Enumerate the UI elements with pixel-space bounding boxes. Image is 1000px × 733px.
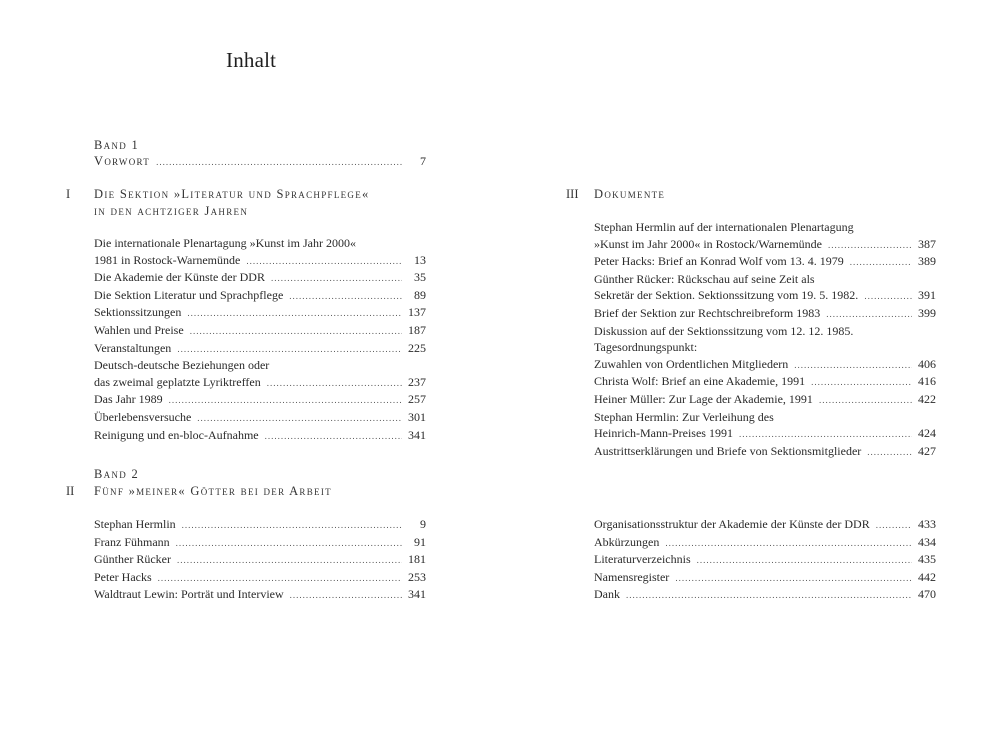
toc-entry[interactable] <box>94 374 426 392</box>
dot-leader <box>177 341 402 358</box>
entry-page: 237 <box>408 374 426 389</box>
entry-title: Organisationsstruktur der Akademie der Künste der DDR <box>594 517 870 531</box>
entry-title-line: Deutsch-deutsche Beziehungen oder <box>94 358 270 373</box>
toc-entry[interactable] <box>94 340 426 358</box>
appendix-entries <box>594 516 936 604</box>
entry-title: Peter Hacks: Brief an Konrad Wolf vom 13. 4. 1979 <box>594 254 844 269</box>
dot-leader <box>864 288 912 305</box>
entry-title-line: Stephan Hermlin: Zur Verleihung des <box>594 409 774 424</box>
entry-page: 89 <box>414 287 426 302</box>
page-title: Inhalt <box>226 48 277 72</box>
entry-page: 391 <box>918 288 936 303</box>
entry-title: Literaturverzeichnis <box>594 552 691 567</box>
entry-page: 225 <box>408 340 426 355</box>
part-numeral: II <box>66 484 75 498</box>
toc-entry[interactable] <box>94 534 426 552</box>
dot-leader <box>739 426 912 443</box>
toc-entry[interactable] <box>594 356 936 374</box>
entry-title: Vorwort <box>94 154 151 168</box>
toc-entry[interactable] <box>594 287 936 305</box>
dot-leader <box>828 237 912 254</box>
toc-entry[interactable] <box>94 569 426 587</box>
entry-title: Franz Fühmann <box>94 534 170 549</box>
entry-page: 257 <box>408 392 426 407</box>
entry-title: Peter Hacks <box>94 569 152 584</box>
dot-leader <box>675 570 912 587</box>
dot-leader <box>850 254 912 271</box>
entry-title-line: Die internationale Plenartagung »Kunst im Jahr 2000« <box>94 236 356 250</box>
dot-leader <box>626 587 912 604</box>
toc-entry[interactable] <box>94 304 426 322</box>
part-3-entries <box>594 219 936 460</box>
entry-page: 91 <box>414 534 426 549</box>
entry-page: 427 <box>918 443 936 458</box>
entry-page: 341 <box>408 587 426 602</box>
entry-page: 9 <box>420 517 426 531</box>
entry-title: Zuwahlen von Ordentlichen Mitgliedern <box>594 356 789 371</box>
entry-page: 137 <box>408 305 426 320</box>
dot-leader <box>265 428 402 445</box>
entry-title: Heinrich-Mann-Preises 1991 <box>594 426 733 441</box>
part-numeral: III <box>566 187 579 201</box>
entry-title: Austrittserklärungen und Briefe von Sektionsmitglieder <box>594 443 862 458</box>
entry-page: 13 <box>414 252 426 267</box>
toc-entry[interactable] <box>94 516 426 534</box>
toc-entry[interactable] <box>594 551 936 569</box>
part-numeral: I <box>66 187 71 201</box>
toc-entry[interactable] <box>94 252 426 270</box>
entry-title: Christa Wolf: Brief an eine Akademie, 1991 <box>594 374 806 389</box>
dot-leader <box>187 305 402 322</box>
part-heading: Fünf »meiner« Götter bei der Arbeit <box>94 484 332 498</box>
dot-leader <box>289 288 402 305</box>
toc-entry[interactable] <box>94 409 426 427</box>
vorwort-section <box>94 153 426 171</box>
toc-entry[interactable] <box>94 287 426 305</box>
toc-entry-vorwort[interactable] <box>94 153 426 171</box>
dot-leader <box>876 517 912 534</box>
toc-entry[interactable] <box>594 569 936 587</box>
dot-leader <box>794 357 912 374</box>
toc-entry[interactable] <box>594 373 936 391</box>
entry-title: Sekretär der Sektion. Sektionssitzung vom 19. 5. 1982. <box>594 288 859 303</box>
dot-leader <box>177 552 402 569</box>
entry-title: Namensregister <box>594 569 670 584</box>
entry-page: 470 <box>918 587 936 602</box>
entry-page: 422 <box>918 391 936 406</box>
entry-page: 389 <box>918 254 936 269</box>
part-heading: Dokumente <box>594 187 666 201</box>
entry-title: Reinigung und en-bloc-Aufnahme <box>94 427 259 442</box>
entry-title-line: Tagesordnungspunkt: <box>594 340 698 355</box>
entry-title: Heiner Müller: Zur Lage der Akademie, 1991 <box>594 391 813 406</box>
entry-page: 416 <box>918 374 936 389</box>
entry-page: 424 <box>918 426 936 441</box>
part-heading <box>94 186 370 219</box>
toc-entry[interactable] <box>94 551 426 569</box>
entry-title: das zweimal geplatzte Lyriktreffen <box>94 374 261 389</box>
entry-page: 435 <box>918 552 936 567</box>
entry-title: Waldtraut Lewin: Porträt und Interview <box>94 587 284 602</box>
entry-page: 187 <box>408 322 426 337</box>
dot-leader <box>158 570 402 587</box>
toc-entry[interactable] <box>594 305 936 323</box>
entry-page: 341 <box>408 427 426 442</box>
entry-title: Die Akademie der Künste der DDR <box>94 270 265 285</box>
part-1-entries <box>94 235 426 444</box>
toc-entry[interactable] <box>594 425 936 443</box>
entry-page: 7 <box>420 154 426 168</box>
toc-entry[interactable] <box>594 253 936 271</box>
toc-entry[interactable] <box>594 516 936 534</box>
entry-page: 442 <box>918 569 936 584</box>
entry-title: Dank <box>594 587 620 602</box>
toc-left-column <box>66 0 426 733</box>
entry-page: 181 <box>408 552 426 567</box>
entry-title: Überlebensversuche <box>94 409 192 424</box>
band-1-label: Band 1 <box>94 138 140 152</box>
toc-entry[interactable] <box>94 391 426 409</box>
entry-title-line: Stephan Hermlin auf der internationalen Plenartagung <box>594 220 854 234</box>
entry-page: 433 <box>918 517 936 531</box>
dot-leader <box>182 517 402 534</box>
toc-entry[interactable] <box>594 391 936 409</box>
dot-leader <box>867 444 912 461</box>
toc-entry[interactable] <box>594 443 936 461</box>
entry-title: Stephan Hermlin <box>94 517 176 531</box>
dot-leader <box>156 154 402 171</box>
dot-leader <box>811 374 912 391</box>
entry-title-line: Günther Rücker: Rückschau auf seine Zeit als <box>594 271 815 286</box>
entry-page: 399 <box>918 305 936 320</box>
dot-leader <box>826 306 912 323</box>
toc-entry[interactable] <box>94 322 426 340</box>
dot-leader <box>665 535 912 552</box>
dot-leader <box>190 323 402 340</box>
toc-entry[interactable] <box>94 269 426 287</box>
toc-entry[interactable] <box>94 586 426 604</box>
dot-leader <box>176 535 402 552</box>
dot-leader <box>819 392 912 409</box>
part-2-entries <box>94 516 426 604</box>
dot-leader <box>290 587 402 604</box>
entry-title: 1981 in Rostock-Warnemünde <box>94 252 241 267</box>
dot-leader <box>267 375 402 392</box>
entry-title: Günther Rücker <box>94 552 171 567</box>
toc-entry[interactable] <box>594 586 936 604</box>
entry-title: Brief der Sektion zur Rechtschreibreform 1983 <box>594 305 821 320</box>
entry-page: 406 <box>918 356 936 371</box>
entry-title-line: Diskussion auf der Sektionssitzung vom 12. 12. 1985. <box>594 323 854 338</box>
entry-title: Das Jahr 1989 <box>94 392 163 407</box>
dot-leader <box>246 253 402 270</box>
band-2-label: Band 2 <box>94 467 140 481</box>
entry-title: Abkürzungen <box>594 534 660 549</box>
dot-leader <box>697 552 912 569</box>
part-heading-line: Die Sektion »Literatur und Sprachpflege« <box>94 187 370 201</box>
part-heading-line: in den achtziger Jahren <box>94 203 249 218</box>
entry-title: Sektionssitzungen <box>94 305 182 320</box>
entry-page: 301 <box>408 409 426 424</box>
dot-leader <box>271 270 402 287</box>
entry-page: 434 <box>918 534 936 549</box>
entry-title: Veranstaltungen <box>94 340 172 355</box>
entry-title: Die Sektion Literatur und Sprachpflege <box>94 287 284 302</box>
toc-right-column <box>566 0 936 733</box>
entry-page: 35 <box>414 270 426 285</box>
entry-title: Wahlen und Preise <box>94 322 184 337</box>
dot-leader <box>169 392 402 409</box>
entry-page: 253 <box>408 569 426 584</box>
dot-leader <box>197 410 402 427</box>
toc-entry[interactable] <box>594 236 936 254</box>
toc-entry[interactable] <box>94 427 426 445</box>
entry-title: »Kunst im Jahr 2000« in Rostock/Warnemünde <box>594 236 823 251</box>
entry-page: 387 <box>918 236 936 251</box>
toc-entry[interactable] <box>594 534 936 552</box>
